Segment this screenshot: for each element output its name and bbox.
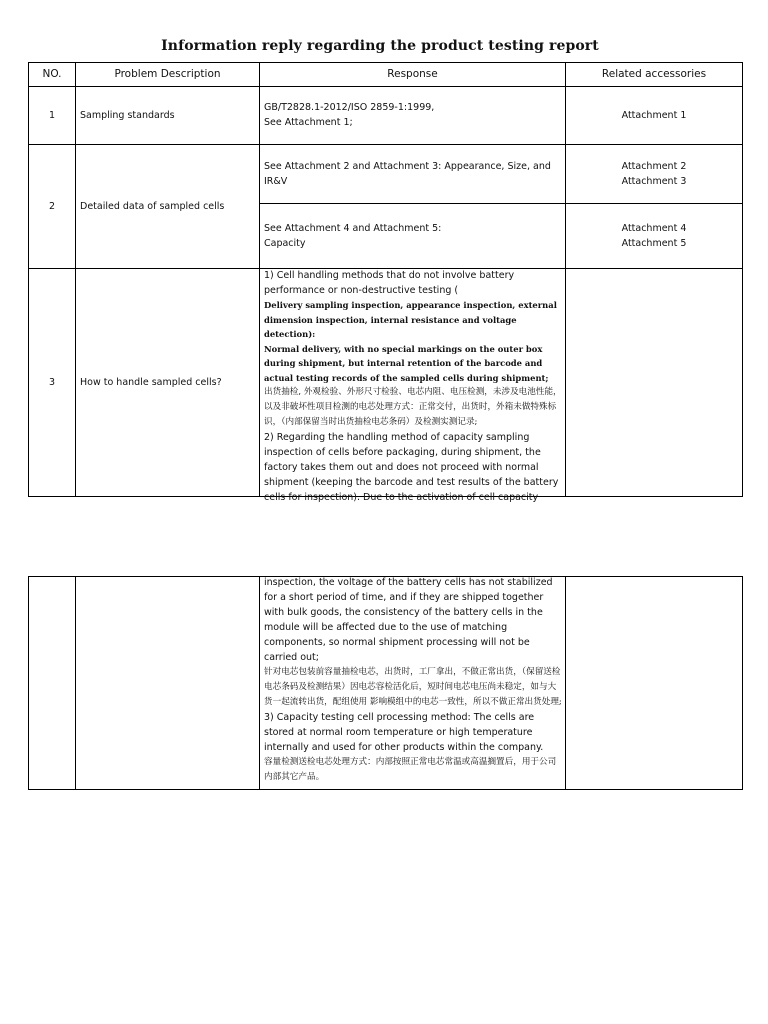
cont-response-p3: 3) Capacity testing cell processing method: The cells are stored at normal room temperature or high temperature internally and used for other products within the company. <box>264 712 544 753</box>
row2-problem: Detailed data of sampled cells <box>80 200 225 212</box>
row3-response-p1: 1) Cell handling methods that do not involve battery performance or non-destructive testing ( <box>264 270 515 296</box>
row2b-accessories: Attachment 4 Attachment 5 <box>621 222 687 249</box>
cont-response-p3-chinese: 容量检测送检电芯处理方式：内部按照正常电芯常温或高温搁置后，用于公司内部其它产品。 <box>264 757 557 782</box>
header-response: Response <box>387 67 438 80</box>
page-title: Information reply regarding the product testing report <box>161 38 599 54</box>
row3-response-p2: 2) Regarding the handling method of capacity sampling inspection of cells before packaging, during shipment, the factory takes them out and does not proceed with normal shipment (keeping the barcode and test results of the battery cells for inspection). Due to the activation of cell capacity <box>264 432 559 503</box>
row2b-response: See Attachment 4 and Attachment 5: Capacity <box>264 222 442 249</box>
cont-response-p2: inspection, the voltage of the battery cells has not stabilized for a short period of time, and if they are shipped together with bulk goods, the consistency of the battery cells in the module will be affected due to the use of matching components, so normal shipment processing will not be carried out; <box>264 577 553 663</box>
row3-response-p1-chinese: 出货抽检, 外观检验、外形尺寸检验、电芯内阻、电压检测，未涉及电池性能，以及非破坏性项目检测的电芯处理方式：正常交付，出货时，外箱未做特殊标识，（内部保留当时出货抽检电芯条码）及检测实测记录; <box>264 387 562 427</box>
cont-response-p2-chinese: 针对电芯包装前容量抽检电芯，出货时，工厂拿出，不做正常出货，（保留送检电芯条码及检测结果）因电芯容检活化后，短时间电芯电压尚未稳定，如与大货一起流转出货，配组使用 影响模组中的电芯一致性，所以不做正常出货处理; <box>264 667 562 707</box>
header-related-accessories: Related accessories <box>601 67 707 80</box>
row1-no: 1 <box>48 109 56 121</box>
row3-no: 3 <box>48 376 56 388</box>
row3-problem: How to handle sampled cells? <box>80 376 222 388</box>
header-no: NO. <box>42 67 62 80</box>
row1-accessories: Attachment 1 <box>621 109 687 121</box>
row1-problem: Sampling standards <box>80 109 175 121</box>
row1-response: GB/T2828.1-2012/ISO 2859-1:1999, See Attachment 1; <box>264 102 435 128</box>
row2a-accessories: Attachment 2 Attachment 3 <box>621 160 687 187</box>
row3-response-p1-detail: Delivery sampling inspection, appearance inspection, external dimension inspection, internal resistance and voltage detection): Normal delivery, with no special markings on the outer box during shipment, but internal retention of the barcode and actual testing records of the sampled cells during shipment; <box>264 300 557 383</box>
header-problem-description: Problem Description <box>114 67 221 80</box>
row2a-response: See Attachment 2 and Attachment 3: Appearance, Size, and IR&V <box>264 160 551 187</box>
row2-no: 2 <box>48 200 56 212</box>
